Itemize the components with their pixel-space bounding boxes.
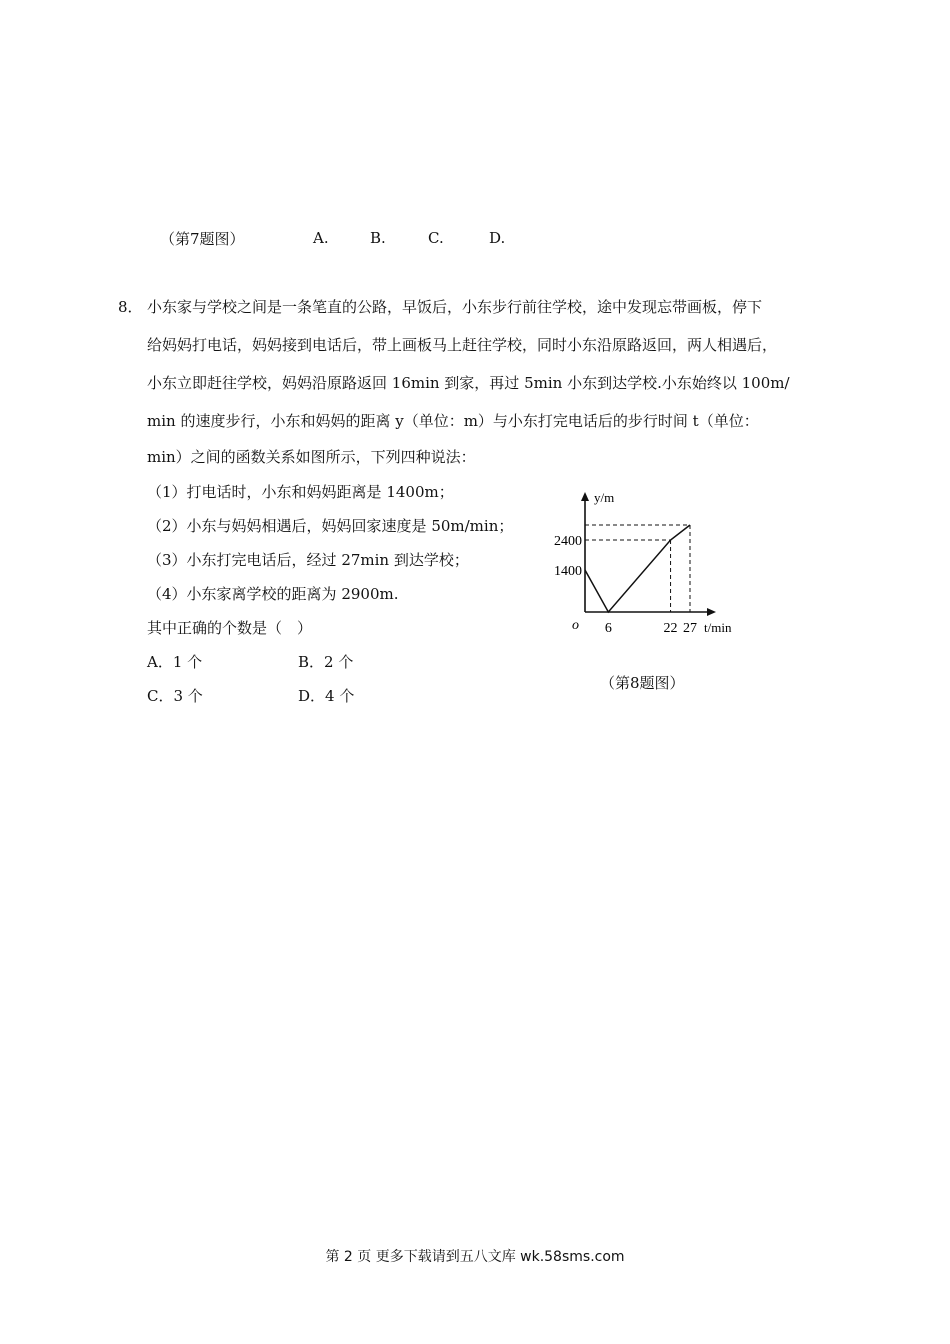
x-tick-label: 6	[604, 621, 612, 636]
y-tick-label: 2400	[554, 534, 582, 549]
q7-option-d: D.	[489, 229, 506, 247]
x-tick-label: 22	[663, 621, 678, 636]
q7-figure-caption: （第7题图）	[160, 230, 245, 248]
x-axis-arrow-icon	[707, 608, 716, 616]
page-footer: 第 2 页 更多下载请到五八文库 wk.58sms.com	[325, 1249, 625, 1265]
q7-option-c: C.	[428, 229, 444, 247]
q8-statement-4: （4）小东家离学校的距离为 2900m.	[147, 585, 399, 603]
q8-text-line-1: 小东家与学校之间是一条笔直的公路，早饭后，小东步行前往学校，途中发现忘带画板，停下	[147, 298, 763, 316]
q8-prompt: 其中正确的个数是（ ）	[147, 619, 313, 637]
q8-chart	[540, 480, 760, 645]
x-axis-label: t/min	[704, 620, 732, 635]
y-axis-arrow-icon	[581, 492, 589, 501]
q7-option-b: B.	[370, 229, 386, 247]
x-tick-label: 27	[683, 621, 697, 636]
q8-choice-a: A．1 个	[147, 653, 203, 671]
origin-label: o	[572, 618, 579, 633]
q8-statement-1: （1）打电话时，小东和妈妈距离是 1400m；	[147, 483, 454, 501]
q8-text-line-5: min）之间的函数关系如图所示，下列四种说法：	[147, 448, 476, 466]
series-line-distance	[585, 525, 690, 612]
y-axis-label: y/m	[594, 490, 615, 505]
y-tick-label: 1400	[554, 564, 582, 579]
q8-text-line-3: 小东立即赶往学校，妈妈沿原路返回 16min 到家，再过 5min 小东到达学校.小东始终以 100m/	[147, 374, 790, 392]
q8-statement-3: （3）小东打完电话后，经过 27min 到达学校；	[147, 551, 469, 569]
q8-choice-d: D．4 个	[298, 687, 355, 705]
q8-figure-caption: （第8题图）	[600, 674, 685, 692]
q8-text-line-4: min 的速度步行，小东和妈妈的距离 y（单位：m）与小东打完电话后的步行时间 t（单位：	[147, 412, 759, 430]
q8-number: 8．	[118, 298, 143, 316]
q8-statement-2: （2）小东与妈妈相遇后，妈妈回家速度是 50m/min；	[147, 517, 514, 535]
q7-option-a: A.	[313, 229, 329, 247]
q8-text-line-2: 给妈妈打电话，妈妈接到电话后，带上画板马上赶往学校，同时小东沿原路返回，两人相遇后，	[147, 336, 778, 354]
q8-choice-b: B．2 个	[298, 653, 354, 671]
q8-choice-c: C．3 个	[147, 687, 203, 705]
